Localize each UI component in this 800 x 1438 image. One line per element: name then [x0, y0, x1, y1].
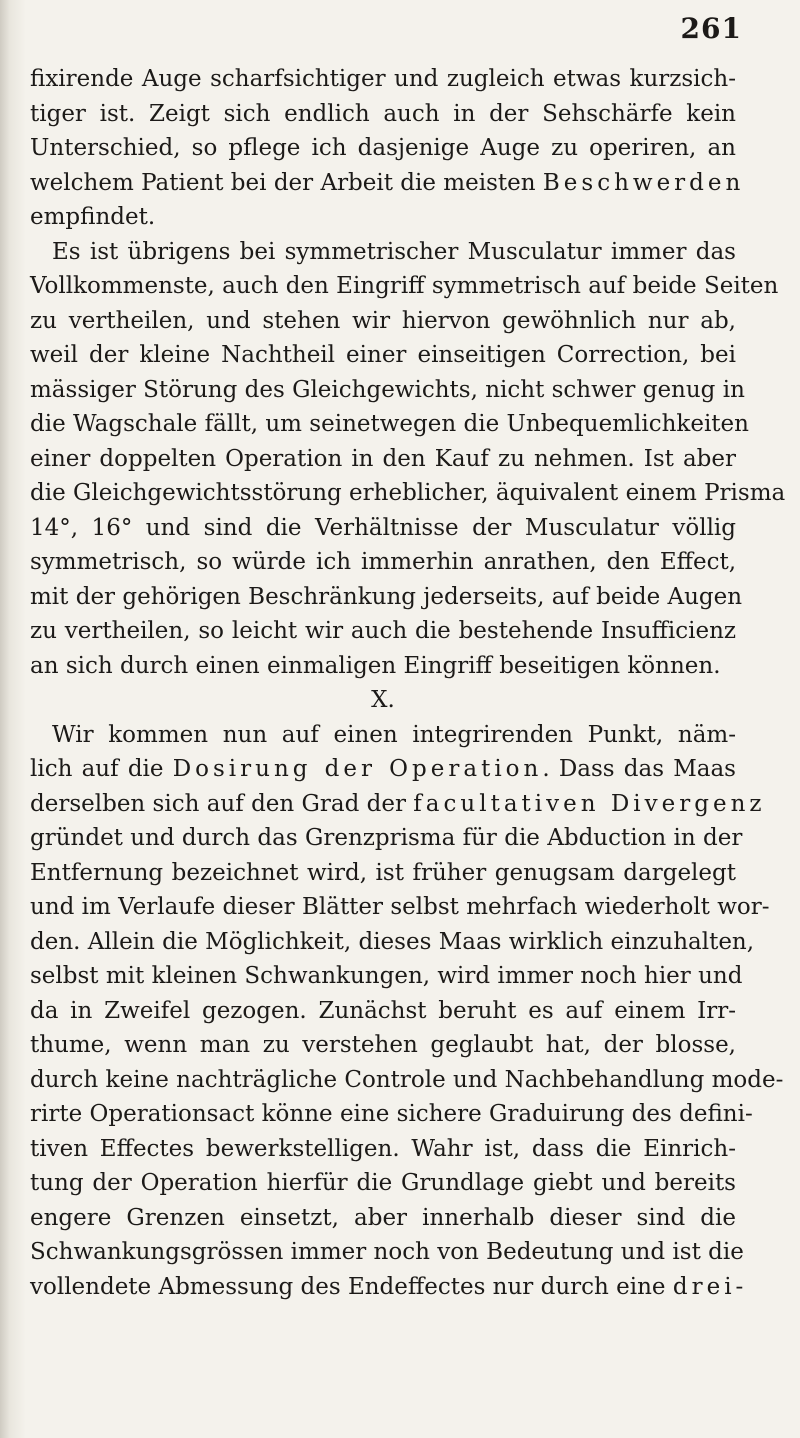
text-line: gründet und durch das Grenzprisma für die Abduction in der: [30, 825, 743, 851]
section-heading: X.: [371, 687, 395, 713]
text-line: 14°, 16° und sind die Verhältnisse der Musculatur völlig: [30, 514, 736, 541]
text-line: lich auf die Dosirung der Operation. Dass das Maas: [30, 756, 736, 782]
spaced-emphasis: drei-: [672, 1273, 748, 1300]
text-line: thume, wenn man zu verstehen geglaubt hat, der blosse,: [30, 1032, 736, 1058]
text-line: zu vertheilen, so leicht wir auch die bestehende Insufficienz: [30, 618, 736, 644]
text-line: zu vertheilen, und stehen wir hiervon gewöhnlich nur ab,: [30, 307, 736, 334]
text-line: selbst mit kleinen Schwankungen, wird immer noch hier und: [30, 963, 743, 989]
text-line: fixirende Auge scharfsichtiger und zugleich etwas kurzsich-: [30, 66, 736, 92]
page-number: 261: [680, 12, 742, 45]
text-line: Unterschied, so pflege ich dasjenige Auge zu operiren, an: [30, 135, 736, 161]
spaced-emphasis: Dosirung der Operation: [172, 756, 543, 782]
text-line: tung der Operation hierfür die Grundlage giebt und bereits: [30, 1170, 736, 1196]
text-line: Es ist übrigens bei symmetrischer Musculatur immer das: [52, 238, 736, 265]
text-line: Vollkommenste, auch den Eingriff symmetrisch auf beide Seiten: [30, 273, 779, 299]
text-line: den. Allein die Möglichkeit, dieses Maas wirklich einzuhalten,: [30, 928, 755, 955]
text-line: Wir kommen nun auf einen integrirenden Punkt, näm-: [52, 721, 736, 748]
text-line: an sich durch einen einmaligen Eingriff beseitigen können.: [30, 652, 721, 679]
text-line: welchem Patient bei der Arbeit die meisten Beschwerden: [30, 169, 745, 196]
spaced-emphasis: facultativen Divergenz: [413, 790, 766, 817]
text-line: weil der kleine Nachtheil einer einseitigen Correction, bei: [30, 342, 736, 368]
text-line: tiven Effectes bewerkstelligen. Wahr ist, dass die Einrich-: [30, 1135, 736, 1162]
body-text: [30, 62, 786, 1304]
text-line: die Gleichgewichtsstörung erheblicher, äquivalent einem Prisma: [30, 480, 786, 506]
text-line: mit der gehörigen Beschränkung jederseits, auf beide Augen: [30, 583, 743, 610]
text-line: und im Verlaufe dieser Blätter selbst mehrfach wiederholt wor-: [30, 894, 770, 920]
spaced-emphasis: Beschwerden: [542, 169, 745, 196]
text-line: empfindet.: [30, 204, 156, 230]
text-line: engere Grenzen einsetzt, aber innerhalb dieser sind die: [30, 1204, 736, 1231]
page-edge-shadow: [0, 0, 26, 1438]
text-line: rirte Operationsact könne eine sichere Graduirung des defini-: [30, 1101, 753, 1127]
text-line: Schwankungsgrössen immer noch von Bedeutung und ist die: [30, 1239, 744, 1265]
text-line: einer doppelten Operation in den Kauf zu nehmen. Ist aber: [30, 445, 736, 472]
text-line: durch keine nachträgliche Controle und Nachbehandlung mode-: [30, 1066, 784, 1093]
text-line: da in Zweifel gezogen. Zunächst beruht es auf einem Irr-: [30, 997, 736, 1024]
text-line: vollendete Abmessung des Endeffectes nur durch eine drei-: [30, 1273, 748, 1300]
text-line: derselben sich auf den Grad der facultativen Divergenz: [30, 790, 766, 817]
text-line: symmetrisch, so würde ich immerhin anrathen, den Effect,: [30, 549, 736, 575]
text-line: mässiger Störung des Gleichgewichts, nicht schwer genug in: [30, 376, 745, 403]
text-line: tiger ist. Zeigt sich endlich auch in der Sehschärfe kein: [30, 100, 736, 127]
text-line: die Wagschale fällt, um seinetwegen die Unbequemlichkeiten: [30, 411, 749, 437]
text-line: Entfernung bezeichnet wird, ist früher genugsam dargelegt: [30, 859, 736, 886]
